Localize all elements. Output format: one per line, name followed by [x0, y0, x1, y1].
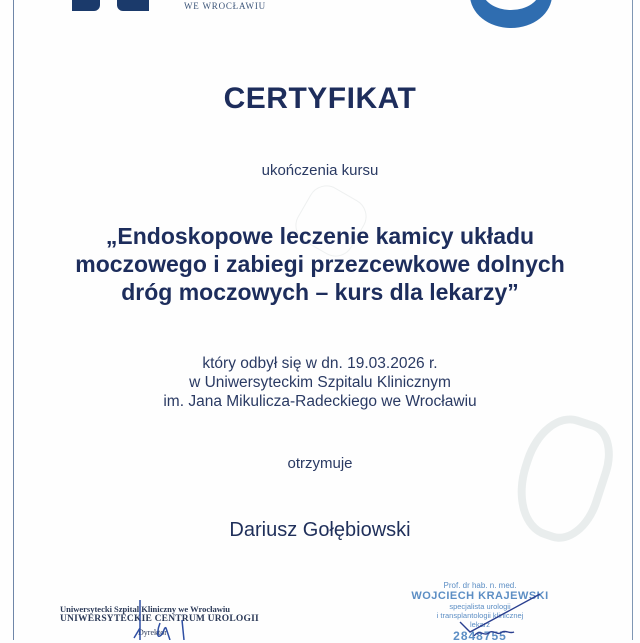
course-title-line: „Endoskopowe leczenie kamicy układu [105, 223, 535, 249]
receives-label: otrzymuje [287, 455, 353, 472]
certificate-subtitle: ukończenia kursu [261, 162, 379, 179]
course-venue: w Uniwersyteckim Szpitalu Klinicznym [189, 374, 451, 391]
course-details [0, 354, 640, 411]
stamp-doctor-name: WOJCIECH KRAJEWSKI [411, 590, 549, 602]
stamp-hospital-name: Uniwersytecki Szpital Kliniczny we Wrocławiu [60, 604, 230, 614]
stamp-role: Dyrektor [138, 628, 167, 637]
stamp-profession: lekarz [469, 620, 490, 629]
director-signature-icon [130, 598, 200, 640]
recipient-name: Dariusz Gołębiowski [229, 519, 411, 541]
course-title-line: moczowego i zabiegi przezcewkowe dolnych [75, 251, 565, 277]
university-book-logo-icon [72, 0, 152, 12]
stamp-specialty: specjalista urologii [449, 602, 511, 611]
stamp-specialty-2: i transplantologii klinicznej [436, 611, 524, 620]
certificate-title: CERTYFIKAT [223, 82, 417, 115]
stamp-doctor-title: Prof. dr hab. n. med. [443, 581, 517, 590]
logo-subtitle: WE WROCŁAWIU [184, 1, 266, 11]
stamp-department: UNIWERSYTECKIE CENTRUM UROLOGII [60, 614, 259, 624]
doctor-signature-icon [440, 592, 550, 640]
course-title [0, 222, 640, 306]
stamp-license-number: 2848755 [453, 629, 507, 643]
course-date: który odbył się w dn. 19.03.2026 r. [202, 355, 438, 372]
course-title-line: dróg moczowych – kurs dla lekarzy” [121, 279, 519, 305]
university-seal-icon [470, 0, 552, 28]
course-venue-name: im. Jana Mikulicza-Radeckiego we Wrocławiu [163, 393, 477, 410]
